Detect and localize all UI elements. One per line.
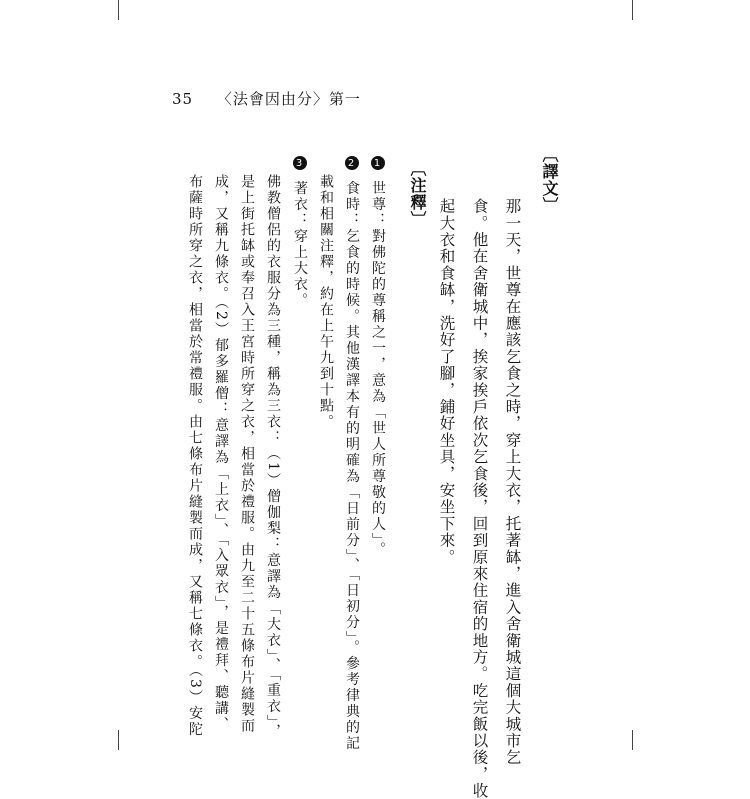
notes-heading: 〔注釋〕 (408, 160, 427, 228)
note-item (342, 156, 362, 751)
note-text-continued: 成，又稱九條衣。（2）郁多羅僧：意譯為「上衣」、「入眾衣」，是禮拜、聽講、 (213, 174, 229, 733)
note-number-badge: 1 (371, 156, 385, 170)
crop-mark (118, 730, 119, 750)
crop-mark (632, 730, 633, 750)
translation-line: 那一天，世尊在應該乞食之時，穿上大衣，托著缽，進入舍衛城這個大城市乞 (503, 198, 522, 766)
note-text-continued: 布薩時所穿之衣，相當於常禮服。由七條布片縫製而成，又稱七條衣。（3）安陀 (187, 174, 203, 738)
note-text-continued: 佛教僧侶的衣服分為三種，稱為三衣：（1）僧伽梨：意譯為「大衣」、「重衣」， (265, 174, 281, 740)
translation-line: 食。他在舍衛城中，挨家挨戶依次乞食後，回到原來住宿的地方。吃完飯以後，收 (470, 198, 489, 799)
note-item (290, 156, 310, 308)
translation-heading: 〔譯文〕 (540, 146, 559, 214)
crop-mark (632, 0, 633, 20)
note-text-continued: 是上街托缽或奉召入王宮時所穿之衣，相當於禮服。由九至二十五條布片縫製而 (239, 174, 255, 734)
chapter-title: 〈法會因由分〉第一 (216, 90, 361, 108)
note-item (368, 156, 388, 557)
running-header (172, 88, 361, 109)
note-text: 著衣：穿上大衣。 (292, 180, 308, 309)
translation-line: 起大衣和食缽，洗好了腳，鋪好坐具，安坐下來。 (437, 198, 456, 566)
page-number: 35 (172, 90, 194, 108)
note-number-badge: 2 (345, 156, 359, 170)
crop-mark (118, 0, 119, 20)
note-number-badge: 3 (293, 156, 307, 170)
note-text: 食時：乞食的時候。其他漢譯本有的明確為「日前分」、「日初分」。參考律典的記 (344, 180, 360, 752)
note-text: 世尊：對佛陀的尊稱之一，意為「世人所尊敬的人」。 (370, 180, 386, 558)
note-text-continued: 載和相關注釋，約在上午九到十點。 (318, 174, 334, 430)
